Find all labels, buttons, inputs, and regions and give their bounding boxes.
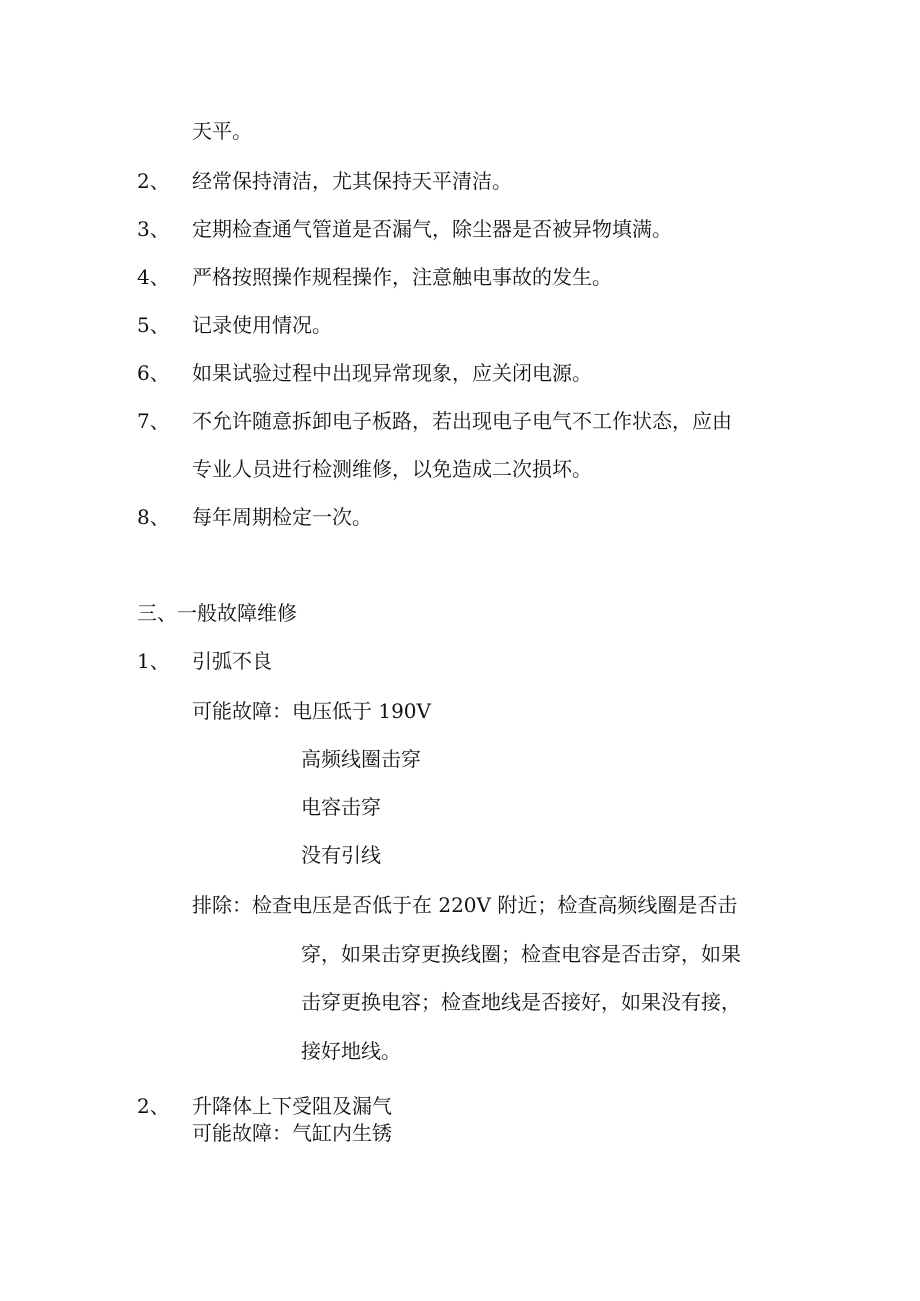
item-text: 每年周期检定一次。 bbox=[192, 505, 372, 529]
item-number: 2、 bbox=[137, 169, 170, 193]
item-text: 经常保持清洁，尤其保持天平清洁。 bbox=[192, 169, 512, 193]
item-number: 5、 bbox=[137, 313, 170, 337]
fault-item bbox=[0, 647, 920, 675]
list-item bbox=[0, 311, 920, 339]
list-item bbox=[0, 407, 920, 435]
list-item bbox=[0, 167, 920, 195]
item-text: 定期检查通气管道是否漏气，除尘器是否被异物填满。 bbox=[192, 217, 672, 241]
list-item bbox=[0, 263, 920, 291]
fault-cause: 电容击穿 bbox=[301, 795, 381, 819]
fix-label: 排除：检查电压是否低于在 220V 附近；检查高频线圈是否击 bbox=[192, 893, 738, 917]
fault-item bbox=[0, 1092, 920, 1120]
item-text-continuation: 专业人员进行检测维修，以免造成二次损坏。 bbox=[192, 457, 592, 481]
item-text: 不允许随意拆卸电子板路，若出现电子电气不工作状态，应由 bbox=[192, 409, 732, 433]
list-item bbox=[0, 215, 920, 243]
fix-line: 穿，如果击穿更换线圈；检查电容是否击穿，如果 bbox=[301, 942, 741, 966]
item-number: 6、 bbox=[137, 361, 170, 385]
fault-number: 1、 bbox=[137, 649, 170, 673]
item-number: 4、 bbox=[137, 265, 170, 289]
item-number: 7、 bbox=[137, 409, 170, 433]
fault-causes-label: 可能故障：电压低于 190V bbox=[192, 699, 431, 723]
list-item bbox=[0, 503, 920, 531]
item-number: 3、 bbox=[137, 217, 170, 241]
item-number: 8、 bbox=[137, 505, 170, 529]
list-item bbox=[0, 359, 920, 387]
section-heading: 三、一般故障维修 bbox=[137, 601, 297, 625]
fault-cause: 高频线圈击穿 bbox=[301, 747, 421, 771]
fault-number: 2、 bbox=[137, 1094, 170, 1118]
fix-line: 击穿更换电容；检查地线是否接好，如果没有接， bbox=[301, 990, 741, 1014]
fault-cause: 没有引线 bbox=[301, 843, 381, 867]
item-text: 严格按照操作规程操作，注意触电事故的发生。 bbox=[192, 265, 612, 289]
fault-title: 升降体上下受阻及漏气 bbox=[192, 1094, 392, 1118]
item-text: 记录使用情况。 bbox=[192, 313, 332, 337]
fix-line: 接好地线。 bbox=[301, 1039, 401, 1063]
fault-causes-label: 可能故障：气缸内生锈 bbox=[192, 1121, 392, 1145]
item-text: 如果试验过程中出现异常现象，应关闭电源。 bbox=[192, 361, 592, 385]
fault-title: 引弧不良 bbox=[192, 649, 272, 673]
continuation-text: 天平。 bbox=[192, 119, 252, 143]
